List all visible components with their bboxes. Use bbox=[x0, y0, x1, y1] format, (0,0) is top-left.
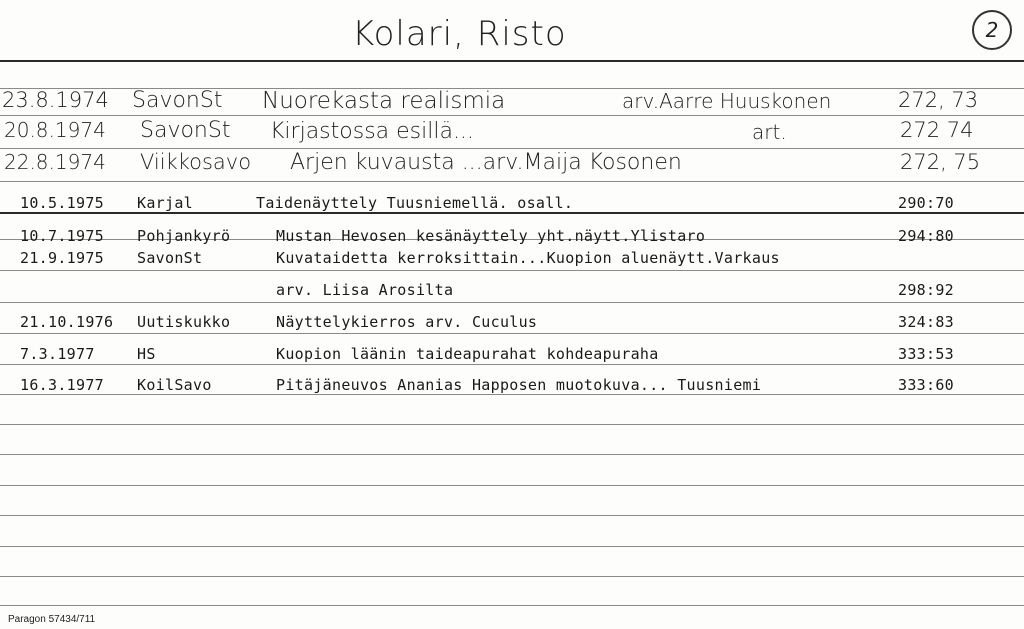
entry-date: 10.5.1975 bbox=[20, 194, 104, 212]
entry-source: KoilSavo bbox=[137, 376, 212, 394]
hand-row-source: Viikkosavo bbox=[140, 150, 252, 174]
hand-row-author: art. bbox=[752, 120, 787, 144]
ruled-line bbox=[0, 485, 1024, 486]
ruled-line bbox=[0, 148, 1024, 149]
entry-ref: 290:70 bbox=[898, 194, 954, 212]
hand-row-ref: 272, 73 bbox=[898, 88, 979, 112]
entry-date: 16.3.1977 bbox=[20, 376, 104, 394]
entry-text: Pitäjäneuvos Ananias Happosen muotokuva... Tuusniemi bbox=[276, 376, 762, 394]
entry-text: arv. Liisa Arosilta bbox=[276, 281, 454, 299]
ruled-line bbox=[0, 394, 1024, 395]
entry-date: 10.7.1975 bbox=[20, 227, 104, 245]
card-footer: Paragon 57434/711 bbox=[8, 614, 96, 625]
hand-row-date: 20.8.1974 bbox=[4, 118, 106, 142]
hand-row-source: SavonSt bbox=[132, 88, 223, 113]
ruled-line bbox=[0, 454, 1024, 455]
hand-row-text: Arjen kuvausta ...arv.Maija Kosonen bbox=[290, 150, 682, 175]
entry-ref: 298:92 bbox=[898, 281, 954, 299]
entry-text: Kuopion läänin taideapurahat kohdeapuraha bbox=[276, 345, 659, 363]
ruled-line bbox=[0, 605, 1024, 606]
hand-row-text: Nuorekasta realismia bbox=[262, 88, 506, 114]
entry-date: 7.3.1977 bbox=[20, 345, 95, 363]
ruled-line bbox=[0, 270, 1024, 271]
ruled-line bbox=[0, 181, 1024, 182]
hand-row-ref: 272, 75 bbox=[900, 150, 981, 174]
header-rule bbox=[0, 60, 1024, 62]
entry-date: 21.10.1976 bbox=[20, 313, 114, 331]
entry-ref: 324:83 bbox=[898, 313, 954, 331]
ruled-line bbox=[0, 546, 1024, 547]
hand-row-date: 23.8.1974 bbox=[2, 88, 109, 112]
hand-row-author: arv.Aarre Huuskonen bbox=[622, 89, 832, 113]
entry-source: Karjal bbox=[137, 194, 193, 212]
ruled-line bbox=[0, 333, 1024, 334]
ruled-line bbox=[0, 515, 1024, 516]
ruled-line bbox=[0, 115, 1024, 116]
card-title: Kolari, Risto bbox=[352, 14, 567, 54]
ruled-line bbox=[0, 424, 1024, 425]
ruled-line bbox=[0, 576, 1024, 577]
entry-source: SavonSt bbox=[137, 249, 203, 267]
entry-ref: 333:53 bbox=[898, 345, 954, 363]
hand-row-date: 22.8.1974 bbox=[4, 150, 106, 174]
hand-row-ref: 272 74 bbox=[900, 118, 974, 142]
entry-source: Uutiskukko bbox=[137, 313, 231, 331]
hand-row-text: Kirjastossa esillä... bbox=[270, 119, 474, 144]
hand-row-source: SavonSt bbox=[140, 118, 231, 143]
entry-source: HS bbox=[137, 345, 156, 363]
page-number-circle: 2 bbox=[972, 10, 1012, 50]
entry-date: 21.9.1975 bbox=[20, 249, 104, 267]
entry-ref: 294:80 bbox=[898, 227, 954, 245]
ruled-line bbox=[0, 212, 1024, 214]
entry-text: Kuvataidetta kerroksittain...Kuopion aluenäytt.Varkaus bbox=[276, 249, 780, 267]
entry-text: Näyttelykierros arv. Cuculus bbox=[276, 313, 538, 331]
ruled-line bbox=[0, 302, 1024, 303]
entry-ref: 333:60 bbox=[898, 376, 954, 394]
entry-source: Pohjankyrö bbox=[137, 227, 231, 245]
ruled-line bbox=[0, 364, 1024, 365]
entry-text: Mustan Hevosen kesänäyttely yht.näytt.Ylistaro bbox=[276, 227, 706, 245]
entry-text: Taidenäyttely Tuusniemellä. osall. bbox=[256, 194, 574, 212]
